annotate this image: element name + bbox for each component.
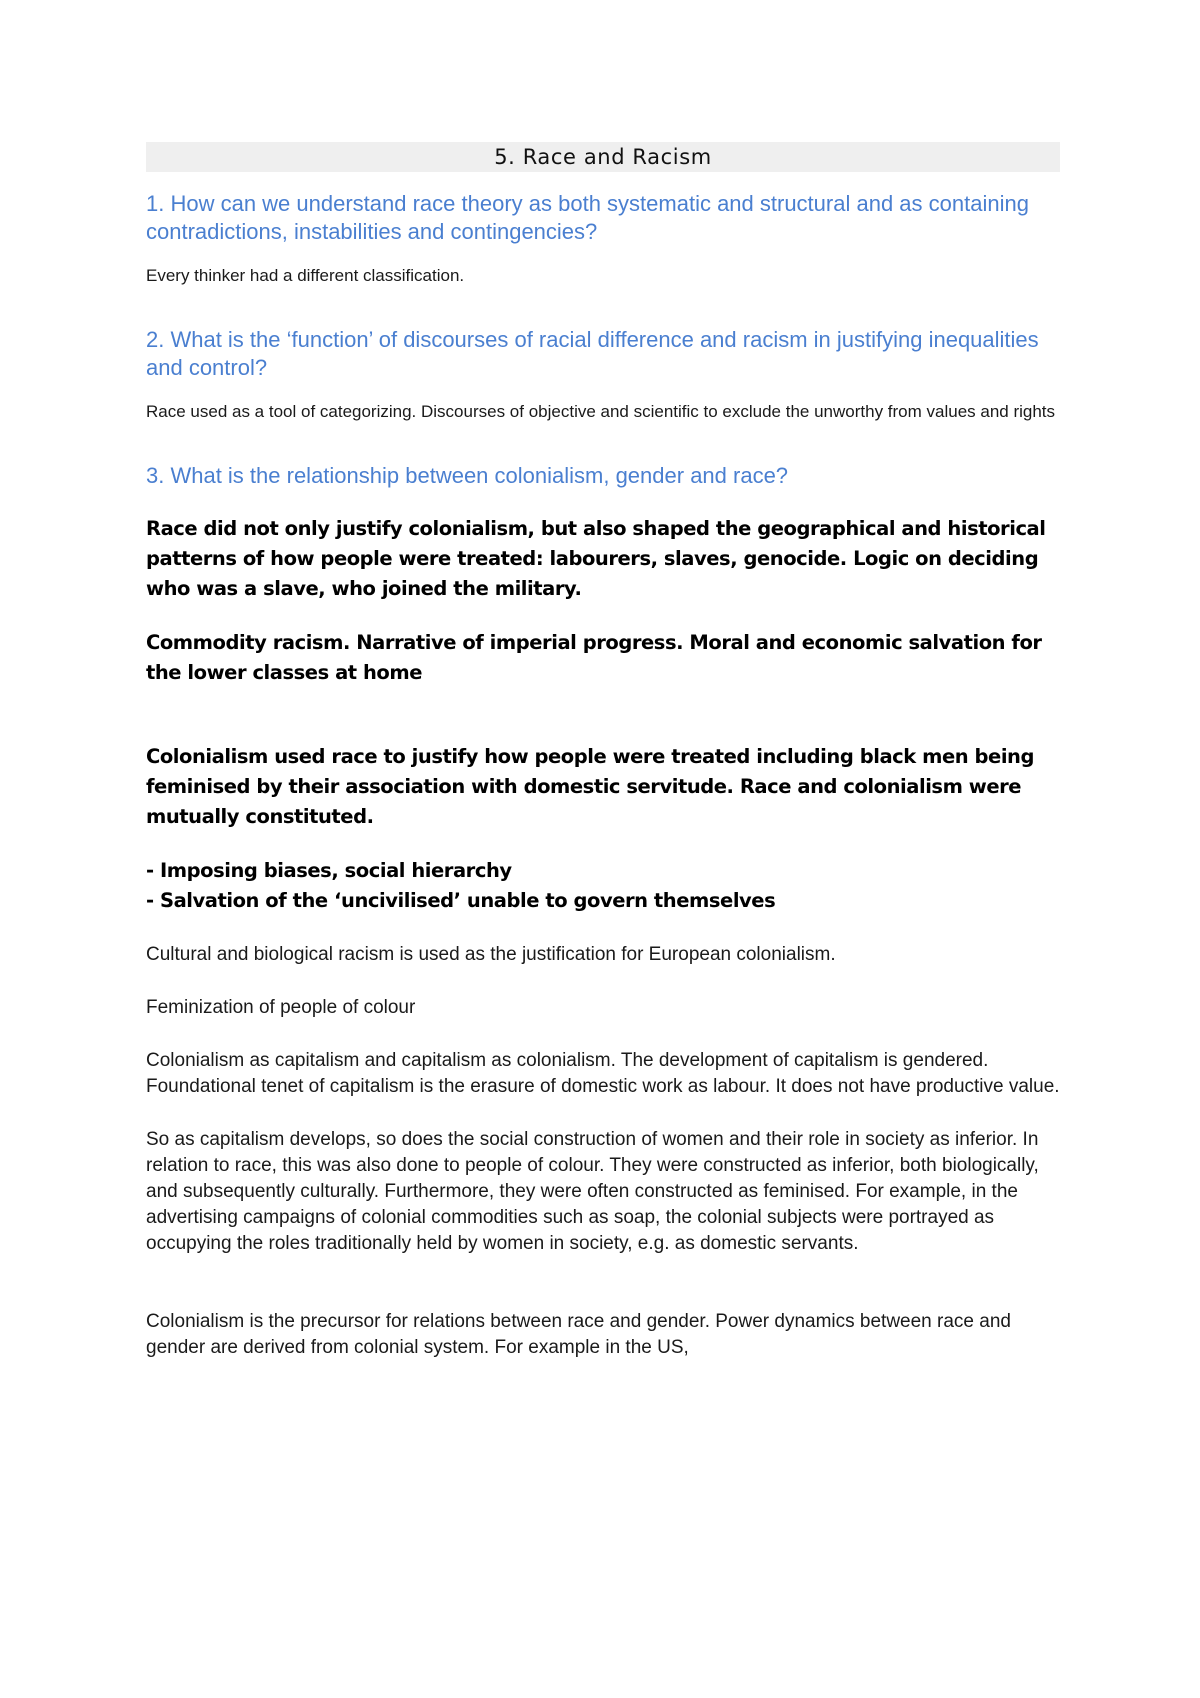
- paragraph-3: Colonialism as capitalism and capitalism as colonialism. The development of capitalism is gendered.: [146, 1050, 989, 1071]
- question-1: 1. How can we understand race theory as both systematic and structural and as containing contradictions, instabilities and contingencies?: [146, 191, 1029, 244]
- answer-1: Every thinker had a different classification.: [146, 266, 465, 285]
- bullet-item-2: - Salvation of the ‘uncivilised’ unable to govern themselves: [146, 889, 776, 912]
- bold-paragraph-1: Race did not only justify colonialism, but also shaped the geographical and historical patterns of how people were treated: labourers, slaves, genocide. Logic on deciding who was a slave, who joined the military.: [146, 517, 1046, 600]
- paragraph-2: Feminization of people of colour: [146, 997, 416, 1018]
- paragraph-4: Foundational tenet of capitalism is the erasure of domestic work as labour. It does not have productive value.: [146, 1076, 1060, 1097]
- bullet-item-1: - Imposing biases, social hierarchy: [146, 859, 512, 882]
- paragraph-1: Cultural and biological racism is used as the justification for European colonialism.: [146, 944, 836, 965]
- document-page: [146, 142, 1060, 1361]
- question-2: 2. What is the ‘function’ of discourses of racial difference and racism in justifying inequalities and control?: [146, 327, 1039, 380]
- bold-paragraph-3: Colonialism used race to justify how people were treated including black men being feminised by their association with domestic servitude. Race and colonialism were mutually constituted.: [146, 745, 1034, 828]
- question-3: 3. What is the relationship between colonialism, gender and race?: [146, 463, 789, 488]
- paragraph-5: So as capitalism develops, so does the social construction of women and their role in society as inferior. In relation to race, this was also done to people of colour. They were constructed as inferior, both biologically, and subsequently culturally. Furthermore, they were often constructed as feminised. For example, in the advertising campaigns of colonial commodities such as soap, the colonial subjects were portrayed as occupying the roles traditionally held by women in society, e.g. as domestic servants.: [146, 1129, 1039, 1254]
- paragraph-6: Colonialism is the precursor for relations between race and gender. Power dynamics between race and gender are derived from colonial system. For example in the US,: [146, 1311, 1011, 1358]
- answer-2: Race used as a tool of categorizing. Discourses of objective and scientific to exclude the unworthy from values and rights: [146, 402, 1056, 421]
- page-title: 5. Race and Racism: [146, 142, 1060, 172]
- bold-paragraph-2: Commodity racism. Narrative of imperial progress. Moral and economic salvation for the lower classes at home: [146, 631, 1042, 684]
